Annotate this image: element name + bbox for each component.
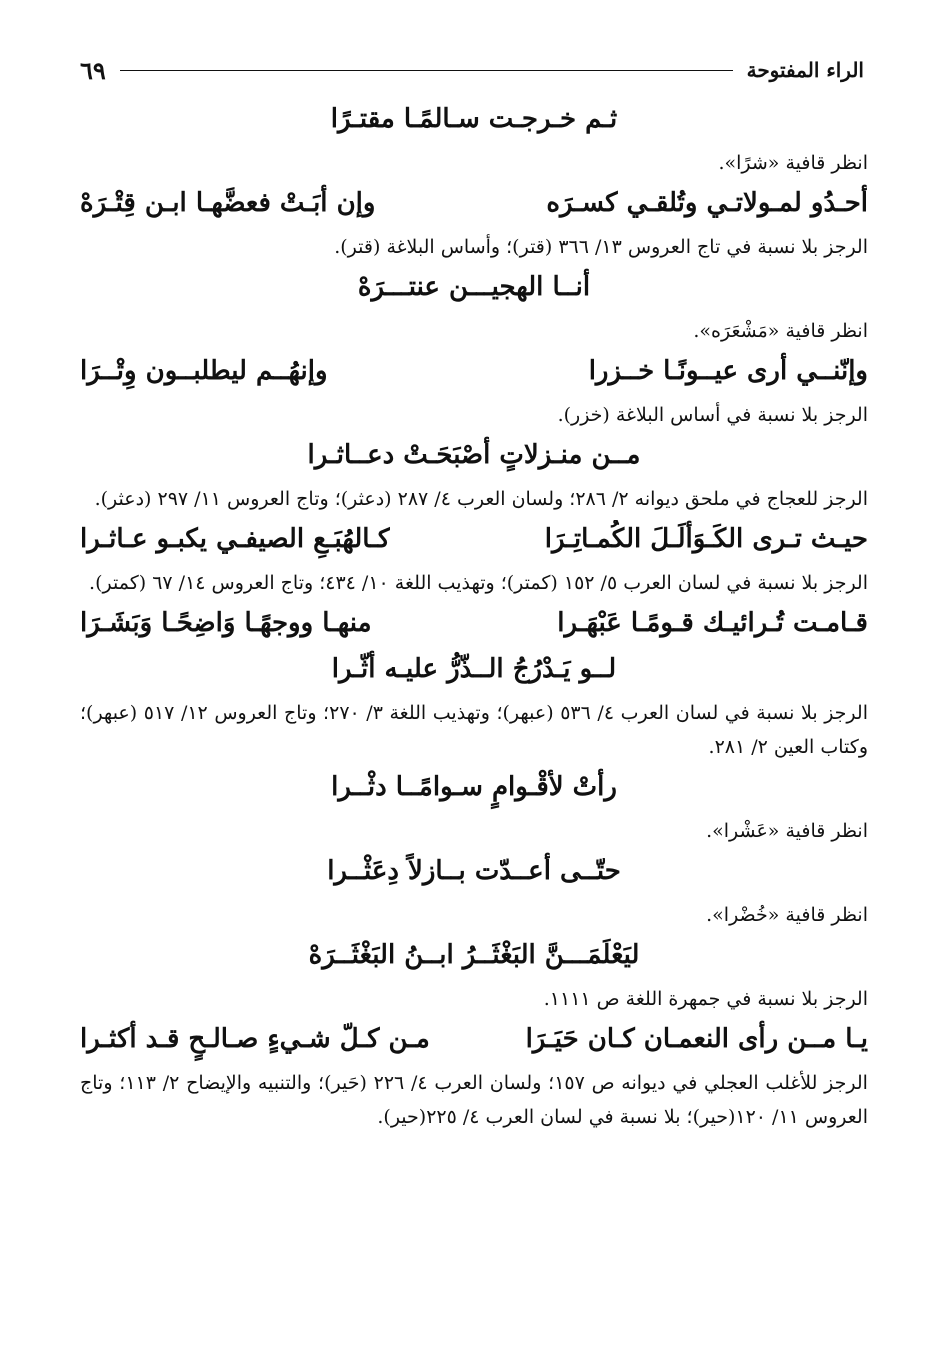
verse-line: ثـم خـرجـت سـالمًـا مقتـرًا xyxy=(330,104,618,134)
citation-note: الرجز بلا نسبة في لسان العرب ٥/ ١٥٢ (كمتر)؛ وتهذيب اللغة ١٠/ ٤٣٤؛ وتاج العروس ١٤/ ٦٧ (كمتر). xyxy=(89,572,868,594)
citation-note: انظر قافية «شرًا». xyxy=(718,152,868,174)
verse-line: أنــا الهجيـــن عنتـــرَهْ xyxy=(357,272,591,302)
citation-note: انظر قافية «خُضْرا». xyxy=(706,904,868,926)
verse-couplet xyxy=(80,352,868,398)
citation-note: الرجز بلا نسبة في جمهرة اللغة ص ١١١١. xyxy=(543,988,868,1010)
verse-second-hemistich: كـالهُبَـعِ الصيفـي يكبـو عـاثـرا xyxy=(80,524,391,554)
citation-note: الرجز بلا نسبة في أساس البلاغة (خزر). xyxy=(557,404,868,426)
verse-line: مــن منـزلاتٍ أصْبَحَـتْ دعــاثـرا xyxy=(307,440,641,470)
verse-line: رأتْ لأقْـوامٍ سـوامًــا دثْــرا xyxy=(331,772,617,802)
citation-note: الرجز بلا نسبة في تاج العروس ١٣/ ٣٦٦ (قتر)؛ وأساس البلاغة (قتر). xyxy=(334,236,868,258)
citation-note: انظر قافية «مَشْعَرَه». xyxy=(693,320,868,342)
citation-note: انظر قافية «عَشْرا». xyxy=(706,820,868,842)
citation-note: الرجز للأغلب العجلي في ديوانه ص ١٥٧؛ ولسان العرب ٤/ ٢٢٦ (حَير)؛ والتنبيه والإيضاح ٢/ ١١٣؛ وتاج العروس ١١/ ١٢٠(حير)؛ بلا نسبة في لسان العرب ٤/ ٢٢٥(حير). xyxy=(80,1072,868,1128)
running-title: الراء المفتوحة xyxy=(746,58,864,82)
verse-couplet xyxy=(80,520,868,566)
page-header xyxy=(80,50,864,90)
verse-second-hemistich: وإن أبَـتْ فعضَّهـا ابـن قِتْـرَهْ xyxy=(80,188,376,218)
verse-couplet xyxy=(80,184,868,230)
verse-line: ليَعْلَمَـــنَّ البَغْثَــرُ ابــنُ البَغْثَــرَهْ xyxy=(308,940,640,970)
verse-first-hemistich: وإنّنــي أرى عيــونًـا خــزرا xyxy=(588,356,868,386)
verse-couplet xyxy=(80,1020,868,1066)
page-body xyxy=(80,100,868,1138)
citation-note: الرجز للعجاج في ملحق ديوانه ٢/ ٢٨٦؛ ولسان العرب ٤/ ٢٨٧ (دعثر)؛ وتاج العروس ١١/ ٢٩٧ (دعثر). xyxy=(94,488,868,510)
header-rule xyxy=(120,70,733,71)
verse-second-hemistich: مـن كـلّ شـيءٍ صـالـحٍ قـد أكثـرا xyxy=(80,1024,430,1054)
verse-couplet xyxy=(80,604,868,650)
verse-first-hemistich: أحـدُو لمـولاتـي وتُلقـي كسـرَه xyxy=(546,188,868,218)
verse-first-hemistich: يـا مــن رأى النعمـان كـان حَيَـرَا xyxy=(525,1024,868,1054)
verse-line: لــو يَـدْرُجُ الــذّرُّ عليـه أثّـرا xyxy=(331,654,617,684)
verse-second-hemistich: منهـا ووجهًـا وَاضِحًـا وَبَشَـرَا xyxy=(80,608,372,638)
page-number: ٦٩ xyxy=(80,55,106,85)
verse-first-hemistich: حيـث تـرى الكَـوَألَـلَ الكُمـاتِـرَا xyxy=(544,524,868,554)
verse-second-hemistich: وإنهُــم ليطلبــون وِتْــرَا xyxy=(80,356,328,386)
verse-first-hemistich: قـامـت تُـرائيـك قـومًـا عَبْهَـرا xyxy=(557,608,868,638)
citation-note: الرجز بلا نسبة في لسان العرب ٤/ ٥٣٦ (عبهر)؛ وتهذيب اللغة ٣/ ٢٧٠؛ وتاج العروس ١٢/ ٥١٧ (عبهر)؛ وكتاب العين ٢/ ٢٨١. xyxy=(80,702,868,758)
verse-line: حتّــى أعــدّت بــازلاً دِعَثْــرا xyxy=(327,856,621,886)
